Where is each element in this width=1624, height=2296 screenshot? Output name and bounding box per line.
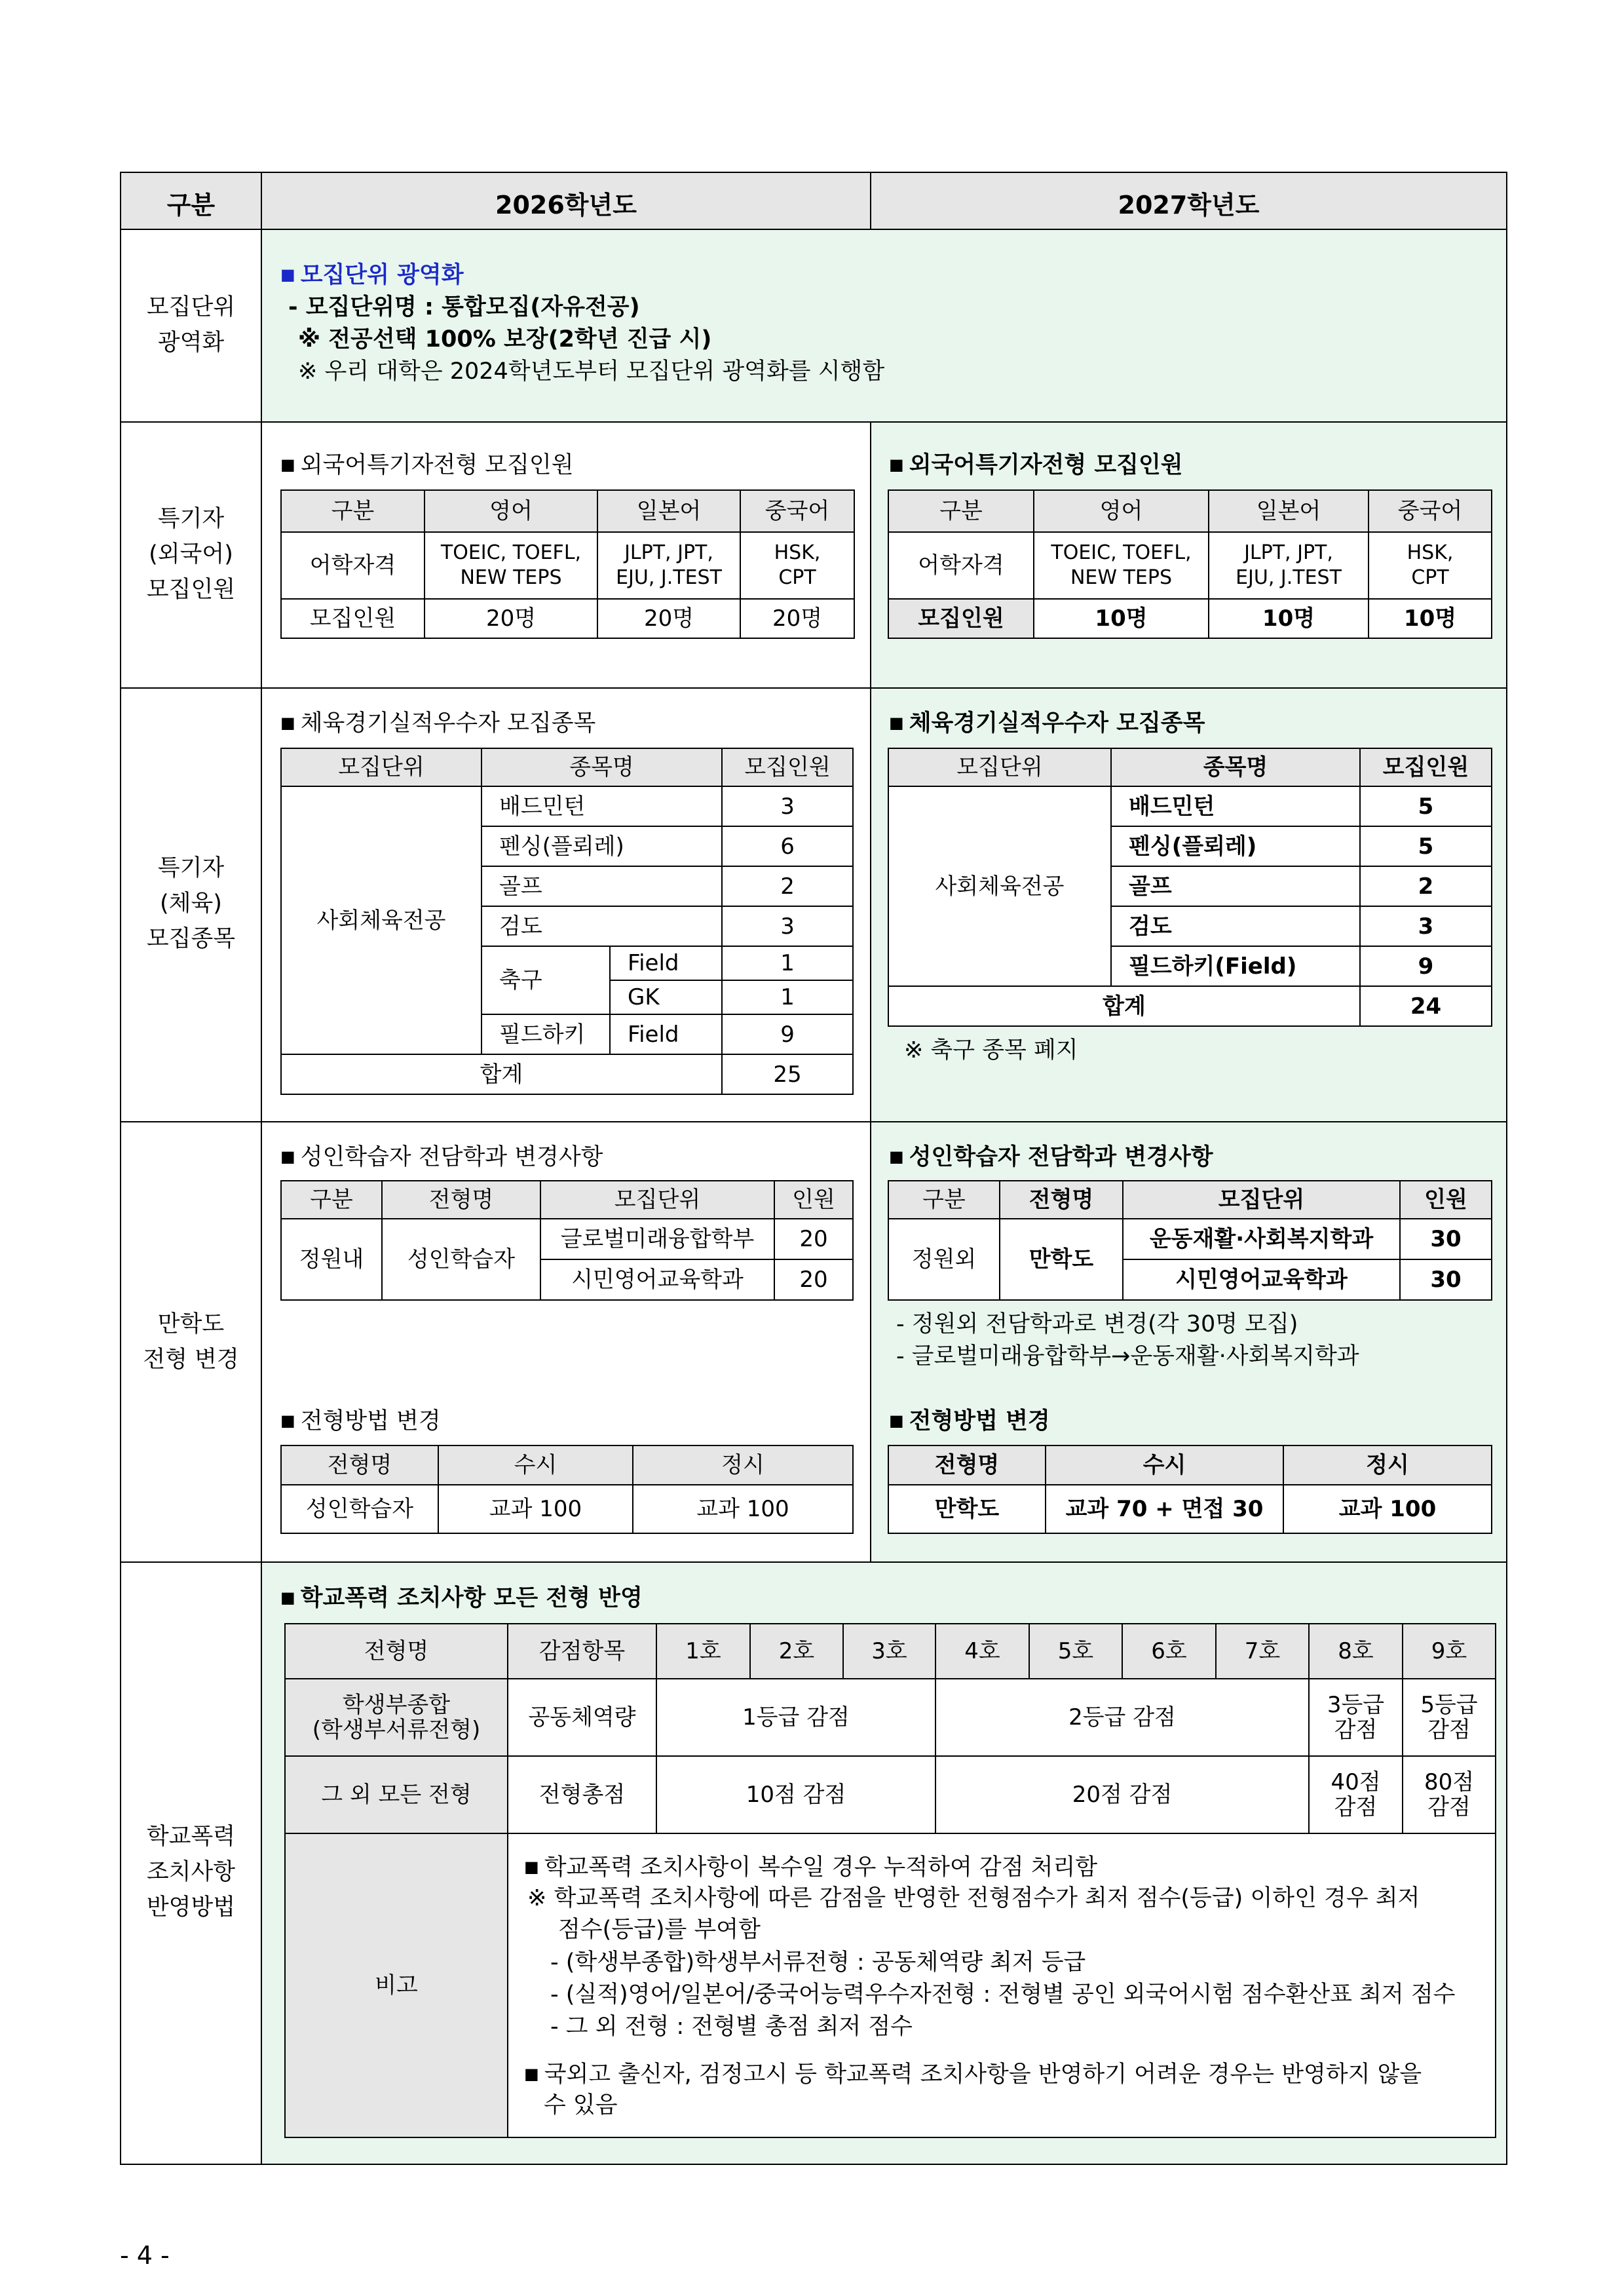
violence-header: 5호 — [1029, 1624, 1122, 1679]
sports-count: 3 — [722, 906, 853, 946]
remark-line: ■ 학교폭력 조치사항이 복수일 경우 누적하여 감점 처리함 — [524, 1854, 1098, 1881]
sports-2027-table — [888, 748, 1492, 1027]
sports-2026-title: ■ 체육경기실적우수자 모집종목 — [280, 710, 596, 737]
violence-header: 3호 — [843, 1624, 935, 1679]
violence-deduction: 20점 감점 — [935, 1756, 1309, 1833]
label-lang: 특기자 (외국어) 모집인원 — [146, 506, 236, 603]
adult-unit: 글로벌미래융합학부 — [540, 1219, 774, 1259]
violence-deduction: 10점 감점 — [656, 1756, 935, 1833]
sports-item: 필드하키(Field) — [1111, 946, 1360, 986]
unit-title: ■ 모집단위 광역화 — [280, 262, 464, 288]
method-cell: 교과 70 + 면접 30 — [1046, 1485, 1283, 1533]
violence-header: 2호 — [750, 1624, 843, 1679]
sports-count: 2 — [722, 866, 853, 906]
label-sports: 특기자 (체육) 모집종목 — [146, 855, 236, 952]
sports-count: 3 — [1360, 906, 1492, 946]
lang-2026-title: ■ 외국어특기자전형 모집인원 — [280, 452, 574, 478]
sports-2027-note: ※ 축구 종목 폐지 — [904, 1037, 1078, 1063]
lang-count-cell: 20명 — [425, 599, 597, 638]
lang-header: 중국어 — [740, 490, 854, 532]
method-2026-table — [280, 1445, 854, 1534]
method-cell: 성인학습자 — [281, 1485, 438, 1533]
sports-header: 종목명 — [482, 748, 722, 786]
sports-item: 골프 — [1111, 866, 1360, 906]
sports-count: 1 — [722, 980, 853, 1014]
sports-header: 모집인원 — [722, 748, 853, 786]
sports-subitem: Field — [610, 1014, 722, 1054]
lang-qual-cell: TOEIC, TOEFL, NEW TEPS — [425, 532, 597, 599]
adult-num: 20 — [774, 1259, 853, 1300]
sports-total: 25 — [722, 1054, 853, 1094]
method-header: 수시 — [438, 1445, 633, 1485]
remark-line: - (실적)영어/일본어/중국어능력우수자전형 : 전형별 공인 외국어시험 점수환산표 최저 점수 — [550, 1981, 1456, 2008]
sports-item: 축구 — [482, 946, 610, 1014]
lang-header: 일본어 — [1209, 490, 1369, 532]
method-header: 정시 — [633, 1445, 853, 1485]
method-cell: 만학도 — [888, 1485, 1046, 1533]
adult-header: 전형명 — [382, 1181, 540, 1219]
sports-item: 골프 — [482, 866, 722, 906]
unit-line1: - 모집단위명 : 통합모집(자유전공) — [288, 294, 640, 320]
violence-deduction: 2등급 감점 — [935, 1679, 1309, 1756]
adult-2026-table — [280, 1180, 854, 1301]
page-number: - 4 - — [120, 2241, 170, 2270]
adult-name: 만학도 — [1000, 1219, 1123, 1300]
violence-title: ■ 학교폭력 조치사항 모든 전형 반영 — [280, 1585, 643, 1611]
violence-deduction: 3등급 감점 — [1309, 1679, 1403, 1756]
label-adult: 만학도 전형 변경 — [143, 1311, 239, 1373]
unit-line3: ※ 우리 대학은 2024학년도부터 모집단위 광역화를 시행함 — [298, 358, 885, 385]
remark-line: - (학생부종합)학생부서류전형 : 공동체역량 최저 등급 — [550, 1949, 1086, 1976]
adult-note1: - 정원외 전담학과로 변경(각 30명 모집) — [896, 1311, 1298, 1337]
adult-header: 구분 — [888, 1181, 1000, 1219]
method-cell: 교과 100 — [438, 1485, 633, 1533]
sports-count: 6 — [722, 826, 853, 866]
adult-type: 정원외 — [888, 1219, 1000, 1300]
sports-count: 5 — [1360, 786, 1492, 826]
adult-unit: 시민영어교육학과 — [540, 1259, 774, 1300]
sports-unit: 사회체육전공 — [281, 786, 482, 1054]
lang-count-cell: 20명 — [597, 599, 740, 638]
sports-item: 필드하키 — [482, 1014, 610, 1054]
violence-deduction: 40점 감점 — [1309, 1756, 1403, 1833]
lang-qual-cell: TOEIC, TOEFL, NEW TEPS — [1034, 532, 1209, 599]
lang-header: 구분 — [888, 490, 1034, 532]
method-header: 전형명 — [888, 1445, 1046, 1485]
violence-row-name: 학생부종합 (학생부서류전형) — [285, 1679, 508, 1756]
adult-num: 20 — [774, 1219, 853, 1259]
violence-header: 7호 — [1216, 1624, 1309, 1679]
adult-note2: - 글로벌미래융합학부→운동재활·사회복지학과 — [896, 1343, 1359, 1369]
lang-header: 영어 — [1034, 490, 1209, 532]
sports-count: 5 — [1360, 826, 1492, 866]
sports-item: 검도 — [1111, 906, 1360, 946]
adult-header: 인원 — [1400, 1181, 1492, 1219]
sports-subitem: GK — [610, 980, 722, 1014]
violence-header: 4호 — [935, 1624, 1029, 1679]
remark-line: 수 있음 — [544, 2092, 618, 2118]
sports-header: 모집단위 — [888, 748, 1111, 786]
lang-count-label: 모집인원 — [888, 599, 1034, 638]
lang-2027-title: ■ 외국어특기자전형 모집인원 — [889, 452, 1183, 478]
sports-2027-title: ■ 체육경기실적우수자 모집종목 — [889, 710, 1205, 737]
lang-qual-label: 어학자격 — [888, 532, 1034, 599]
adult-header: 모집단위 — [1123, 1181, 1400, 1219]
method-cell: 교과 100 — [1283, 1485, 1492, 1533]
violence-header: 8호 — [1309, 1624, 1403, 1679]
lang-header: 일본어 — [597, 490, 740, 532]
sports-header: 모집인원 — [1360, 748, 1492, 786]
violence-remark-label: 비고 — [285, 1833, 508, 2137]
adult-2026-title: ■ 성인학습자 전담학과 변경사항 — [280, 1144, 603, 1170]
sports-header: 종목명 — [1111, 748, 1360, 786]
lang-header: 영어 — [425, 490, 597, 532]
violence-header: 전형명 — [285, 1624, 508, 1679]
sports-item: 펜싱(플뢰레) — [1111, 826, 1360, 866]
sports-count: 1 — [722, 946, 853, 980]
lang-qual-label: 어학자격 — [281, 532, 425, 599]
violence-deduction: 80점 감점 — [1403, 1756, 1496, 1833]
remark-line: ■ 국외고 출신자, 검정고시 등 학교폭력 조치사항을 반영하기 어려운 경우는 반영하지 않을 — [524, 2061, 1422, 2088]
method-header: 수시 — [1046, 1445, 1283, 1485]
adult-unit: 운동재활·사회복지학과 — [1123, 1219, 1400, 1259]
header-2027: 2027학년도 — [1118, 191, 1260, 220]
sports-item: 배드민턴 — [1111, 786, 1360, 826]
adult-2027-title: ■ 성인학습자 전담학과 변경사항 — [889, 1144, 1213, 1170]
lang-count-cell: 10명 — [1034, 599, 1209, 638]
lang-2027-table — [888, 489, 1492, 639]
sports-count: 3 — [722, 786, 853, 826]
adult-header: 모집단위 — [540, 1181, 774, 1219]
violence-header: 6호 — [1122, 1624, 1216, 1679]
lang-qual-cell: JLPT, JPT, EJU, J.TEST — [1209, 532, 1369, 599]
method-header: 정시 — [1283, 1445, 1492, 1485]
method-2027-table — [888, 1445, 1492, 1534]
lang-qual-cell: HSK, CPT — [740, 532, 854, 599]
label-unit: 모집단위 광역화 — [146, 294, 236, 356]
lang-qual-cell: HSK, CPT — [1369, 532, 1492, 599]
remark-line: - 그 외 전형 : 전형별 총점 최저 점수 — [550, 2014, 913, 2040]
adult-header: 인원 — [774, 1181, 853, 1219]
lang-qual-cell: JLPT, JPT, EJU, J.TEST — [597, 532, 740, 599]
remark-line: ※ 학교폭력 조치사항에 따른 감점을 반영한 전형점수가 최저 점수(등급) 이하인 경우 최저 — [527, 1885, 1420, 1911]
header-2026: 2026학년도 — [495, 191, 637, 220]
method-2027-title: ■ 전형방법 변경 — [889, 1408, 1050, 1434]
sports-count: 9 — [722, 1014, 853, 1054]
adult-unit: 시민영어교육학과 — [1123, 1259, 1400, 1300]
adult-num: 30 — [1400, 1259, 1492, 1300]
adult-type: 정원내 — [281, 1219, 382, 1300]
method-cell: 교과 100 — [633, 1485, 853, 1533]
sports-header: 모집단위 — [281, 748, 482, 786]
sports-subitem: Field — [610, 946, 722, 980]
method-header: 전형명 — [281, 1445, 438, 1485]
sports-unit: 사회체육전공 — [888, 786, 1111, 986]
sports-item: 검도 — [482, 906, 722, 946]
violence-deduction: 5등급 감점 — [1403, 1679, 1496, 1756]
lang-2026-table — [280, 489, 855, 639]
lang-header: 중국어 — [1369, 490, 1492, 532]
lang-count-cell: 10명 — [1209, 599, 1369, 638]
lang-count-cell: 20명 — [740, 599, 854, 638]
adult-header: 구분 — [281, 1181, 382, 1219]
violence-row-item: 전형총점 — [508, 1756, 656, 1833]
adult-num: 30 — [1400, 1219, 1492, 1259]
adult-header: 전형명 — [1000, 1181, 1123, 1219]
violence-deduction: 1등급 감점 — [656, 1679, 935, 1756]
sports-count: 9 — [1360, 946, 1492, 986]
label-violence: 학교폭력 조치사항 반영방법 — [146, 1824, 236, 1921]
lang-count-cell: 10명 — [1369, 599, 1492, 638]
violence-header: 9호 — [1403, 1624, 1496, 1679]
remark-line: 점수(등급)를 부여함 — [558, 1917, 761, 1943]
adult-2027-table — [888, 1180, 1492, 1301]
adult-name: 성인학습자 — [382, 1219, 540, 1300]
sports-total-label: 합계 — [888, 986, 1360, 1026]
violence-header: 1호 — [656, 1624, 750, 1679]
violence-row-name: 그 외 모든 전형 — [285, 1756, 508, 1833]
lang-header: 구분 — [281, 490, 425, 532]
sports-item: 펜싱(플뢰레) — [482, 826, 722, 866]
method-2026-title: ■ 전형방법 변경 — [280, 1408, 441, 1434]
unit-line2: ※ 전공선택 100% 보장(2학년 진급 시) — [298, 326, 712, 353]
sports-total-label: 합계 — [281, 1054, 722, 1094]
violence-row-item: 공동체역량 — [508, 1679, 656, 1756]
sports-total: 24 — [1360, 986, 1492, 1026]
sports-2026-table — [280, 748, 854, 1095]
lang-count-label: 모집인원 — [281, 599, 425, 638]
violence-header: 감점항목 — [508, 1624, 656, 1679]
sports-item: 배드민턴 — [482, 786, 722, 826]
sports-count: 2 — [1360, 866, 1492, 906]
header-category: 구분 — [166, 191, 216, 220]
